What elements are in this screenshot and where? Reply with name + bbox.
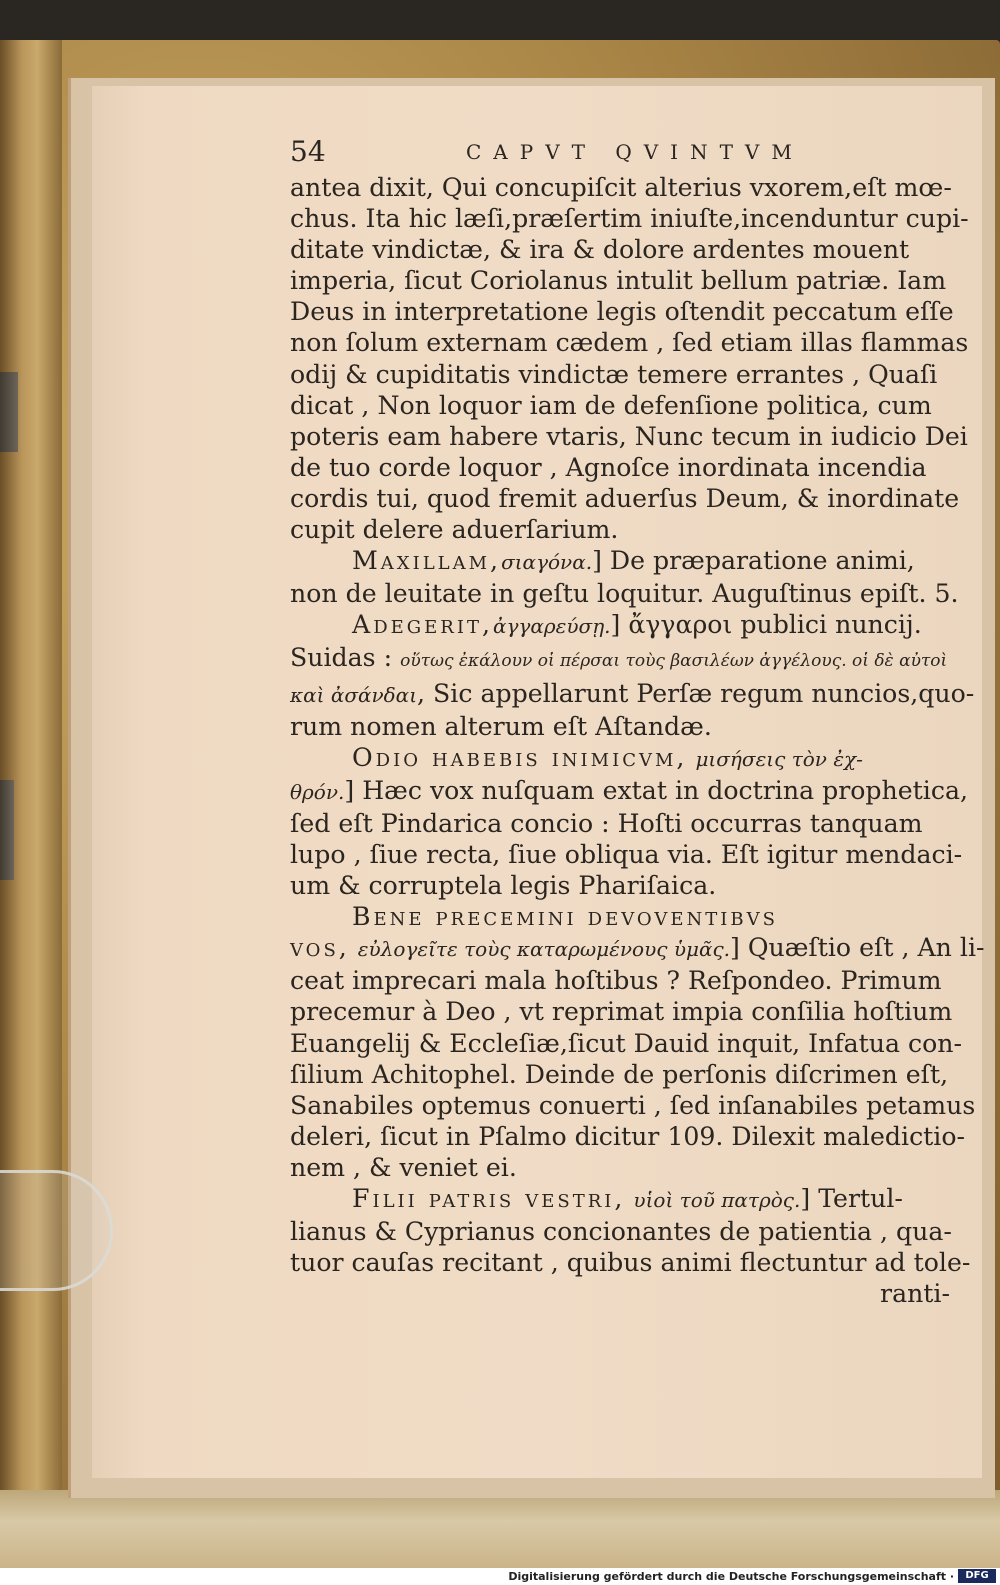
text-line — [290, 678, 975, 711]
text-line: non de leuitate in geſtu loquitur. Auguſtinus epiſt. 5. — [290, 579, 959, 609]
text-line: chus. Ita hic læſi,præſertim iniuſte,incenduntur cupi- — [290, 204, 969, 234]
text-line: poteris eam habere vtaris, Nunc tecum in iudicio Dei — [290, 421, 968, 451]
commentary-filii — [290, 1183, 950, 1216]
text-fragment: ] Hæc vox nuſquam extat in doctrina prophetica, — [344, 775, 968, 805]
binding-clasp — [0, 780, 14, 880]
greek-lemma: μισήσεις τὸν ἐχ- — [695, 746, 863, 771]
text-fragment: , Sic appellarunt Perſæ regum nuncios,quo- — [417, 678, 975, 708]
text-line: dicat , Non loquor iam de defenſione politica, cum — [290, 390, 932, 420]
commentary-bene-precemini — [290, 901, 950, 932]
commentary-adegerit — [290, 609, 950, 642]
funding-notice: Digitalisierung gefördert durch die Deutsche Forschungsgemeinschaft · — [508, 1570, 954, 1583]
lemma: vos, — [290, 933, 350, 963]
binding-clasp — [0, 372, 18, 452]
text-line: Sanabiles optemus conuerti , ſed inſanabiles petamus — [290, 1090, 976, 1120]
digitization-footer — [0, 1568, 1000, 1585]
text-line — [290, 775, 968, 808]
text-fragment: Suidas : — [290, 643, 393, 673]
commentary-odio — [290, 742, 950, 775]
text-line: antea dixit, Qui concupiſcit alterius vxorem,eſt mœ- — [290, 173, 952, 202]
greek-lemma: εὐλογεῖτε τοὺς καταρωμένους ὑμᾶς. — [357, 937, 731, 962]
lemma: Adegerit, — [352, 610, 493, 640]
text-line: cupit delere aduerſarium. — [290, 515, 619, 545]
running-head: CAPVT QVINTVM — [466, 140, 804, 164]
greek-lemma: θρόν. — [290, 779, 345, 804]
text-line: ſed eſt Pindarica concio : Hoſti occurras tanquam — [290, 808, 923, 838]
greek-lemma: ἀγγαρεύσῃ. — [492, 614, 611, 639]
text-line: de tuo corde loquor , Agnoſce inordinata incendia — [290, 452, 927, 482]
text-line: rum nomen alterum eſt Aſtandæ. — [290, 711, 712, 741]
text-line: deleri, ſicut in Pſalmo dicitur 109. Dilexit maledictio- — [290, 1121, 966, 1151]
greek-quote: καὶ ἀσάνδαι — [290, 682, 418, 707]
text-line — [290, 642, 950, 677]
lemma: Odio habebis inimicvm, — [352, 742, 688, 772]
text-line: tuor cauſas recitant , quibus animi flectuntur ad tole- — [290, 1248, 971, 1278]
text-line: lupo , ſiue recta, ſiue obliqua via. Eſt igitur mendaci- — [290, 839, 963, 869]
greek-quote: οὕτως ἐκάλουν οἱ πέρσαι τοὺς βασιλέων ἀγγέλους. οἱ δὲ αὐτοὶ — [400, 651, 948, 672]
dfg-logo: DFG — [958, 1569, 996, 1583]
lemma: Filii patris vestri, — [352, 1184, 626, 1213]
text-line: ſilium Achitophel. Deinde de perſonis diſcrimen eſt, — [290, 1059, 949, 1089]
greek-lemma: σιαγόνα. — [501, 550, 593, 575]
text-line: imperia, ſicut Coriolanus intulit bellum patriæ. Iam — [290, 266, 947, 296]
catchword: ranti- — [880, 1279, 950, 1309]
text-line: nem , & veniet ei. — [290, 1152, 517, 1182]
text-line: Euangelij & Eccleſiæ,ſicut Dauid inquit, Infatua con- — [290, 1028, 962, 1058]
text-fragment: ] De præparatione animi, — [592, 546, 915, 576]
text-line: odij & cupiditatis vindictæ temere errantes , Quaſi — [290, 359, 938, 389]
text-line: lianus & Cyprianus concionantes de patientia , qua- — [290, 1217, 952, 1247]
text-fragment: ] Quæſtio eſt , An li- — [730, 933, 985, 963]
page-number: 54 — [290, 135, 326, 168]
text-line: non ſolum externam cædem , ſed etiam illas flammas — [290, 328, 969, 358]
commentary-maxillam — [290, 545, 950, 578]
text-line: precemur à Deo , vt reprimat impia conſilia hoſtium — [290, 997, 953, 1027]
lemma: Bene precemini devoventibvs — [352, 902, 778, 932]
page-header — [290, 132, 950, 172]
text-fragment: ] ἄγγαροι publici nuncij. — [610, 610, 922, 640]
text-line: um & corruptela legis Phariſaica. — [290, 871, 717, 901]
text-fragment: ] Tertul- — [800, 1184, 903, 1213]
text-line: Deus in interpretatione legis oſtendit peccatum eſſe — [290, 297, 954, 327]
text-line: ditate vindictæ, & ira & dolore ardentes mouent — [290, 235, 910, 265]
cover-bottom-edge — [0, 1490, 1000, 1568]
text-line — [290, 932, 985, 965]
text-line: ceat imprecari mala hoſtibus ? Reſpondeo. Primum — [290, 966, 942, 996]
lemma: Maxillam, — [352, 546, 502, 576]
text-line: cordis tui, quod fremit aduerſus Deum, & inordinate — [290, 483, 960, 513]
page-text — [290, 132, 985, 1309]
greek-lemma: υἱοὶ τοῦ πατρὸς. — [633, 1188, 801, 1212]
